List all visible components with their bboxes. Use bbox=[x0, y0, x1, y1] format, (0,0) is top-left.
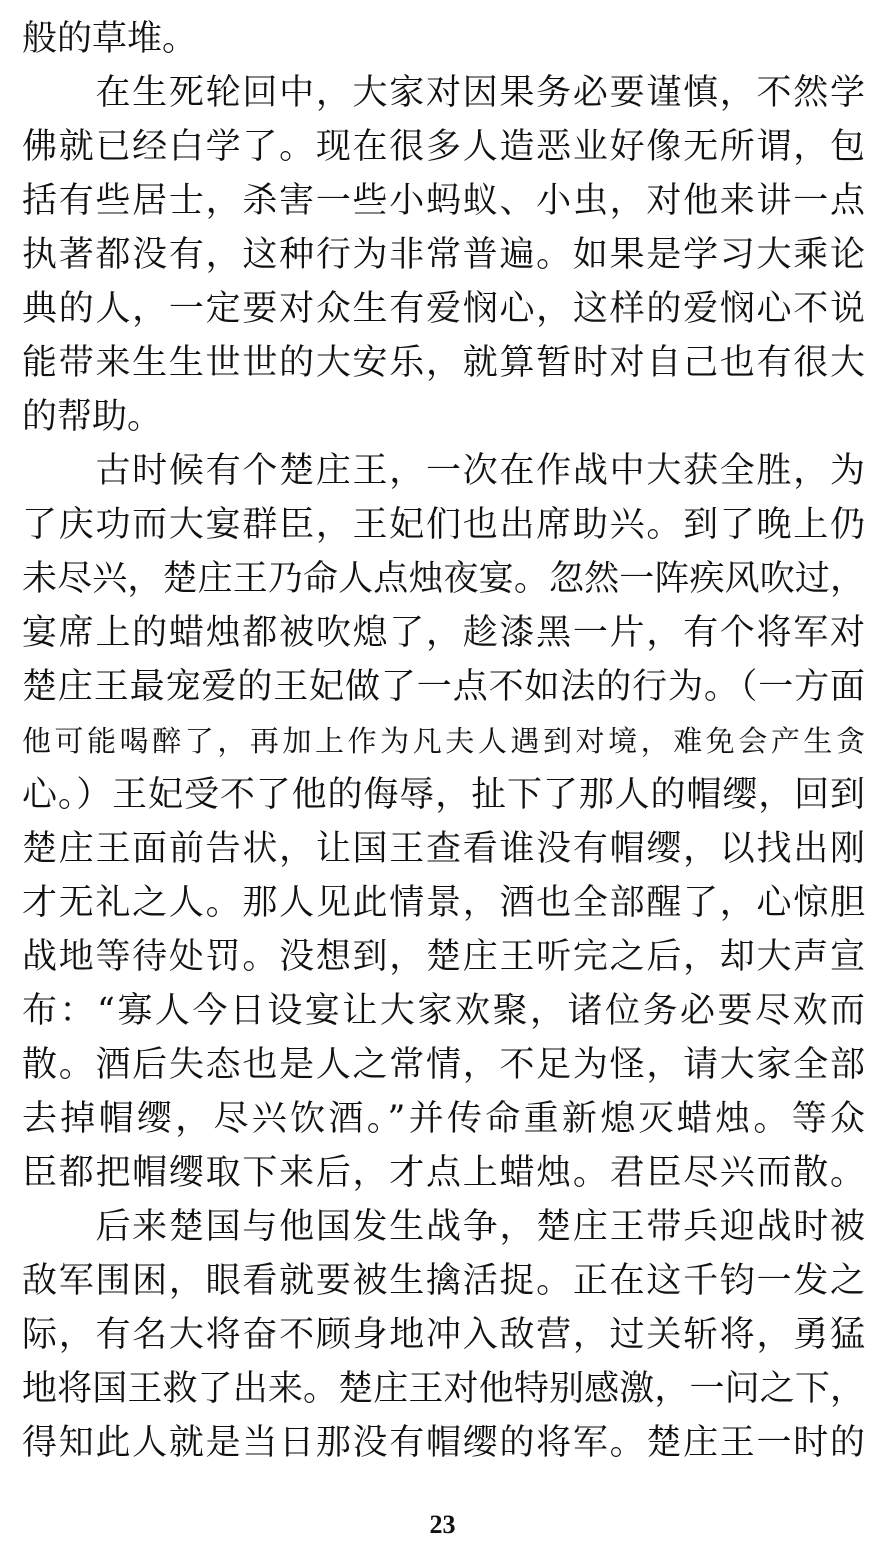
text-line: 战地等待处罚。没想到，楚庄王听完之后，却大声宣 bbox=[22, 937, 865, 977]
text-line: 际，有名大将奋不顾身地冲入敌营，过关斩将，勇猛 bbox=[22, 1315, 865, 1355]
text-line: 散。酒后失态也是人之常情，不足为怪，请大家全部 bbox=[22, 1045, 865, 1085]
text-line: 才无礼之人。那人见此情景，酒也全部醒了，心惊胆 bbox=[22, 883, 865, 923]
text-line: 典的人，一定要对众生有爱悯心，这样的爱悯心不说 bbox=[22, 289, 865, 329]
text-line: 在生死轮回中，大家对因果务必要谨慎，不然学 bbox=[22, 73, 865, 113]
text-line: 执著都没有，这种行为非常普遍。如果是学习大乘论 bbox=[22, 235, 865, 275]
text-line: 的帮助。 bbox=[22, 397, 163, 437]
text-line: 佛就已经白学了。现在很多人造恶业好像无所谓，包 bbox=[22, 127, 865, 167]
text-line: 括有些居士，杀害一些小蚂蚁、小虫，对他来讲一点 bbox=[22, 181, 865, 221]
text-line: 了庆功而大宴群臣，王妃们也出席助兴。到了晚上仍 bbox=[22, 505, 865, 545]
text-line: 能带来生生世世的大安乐，就算暂时对自己也有很大 bbox=[22, 343, 865, 383]
text-line: 古时候有个楚庄王，一次在作战中大获全胜，为 bbox=[22, 451, 865, 491]
text-line: 敌军围困，眼看就要被生擒活捉。正在这千钧一发之 bbox=[22, 1261, 865, 1301]
text-line-note: 他可能喝醉了，再加上作为凡夫人遇到对境，难免会产生贪 bbox=[22, 724, 865, 758]
text-line: 得知此人就是当日那没有帽缨的将军。楚庄王一时的 bbox=[22, 1423, 865, 1463]
text-line: 地将国王救了出来。楚庄王对他特别感激，一问之下， bbox=[22, 1369, 865, 1409]
text-line: 去掉帽缨，尽兴饮酒。”并传命重新熄灭蜡烛。等众 bbox=[22, 1099, 865, 1139]
text-line: 布：“寡人今日设宴让大家欢聚，诸位务必要尽欢而 bbox=[22, 991, 865, 1031]
text-line: 楚庄王面前告状，让国王查看谁没有帽缨，以找出刚 bbox=[22, 829, 865, 869]
text-line: 后来楚国与他国发生战争，楚庄王带兵迎战时被 bbox=[22, 1207, 865, 1247]
text-line: 般的草堆。 bbox=[22, 19, 198, 59]
text-line: 心。）王妃受不了他的侮辱，扯下了那人的帽缨，回到 bbox=[22, 775, 865, 815]
text-line: 楚庄王最宠爱的王妃做了一点不如法的行为。（一方面 bbox=[22, 667, 865, 707]
page-number: 23 bbox=[429, 1510, 456, 1539]
text-line: 宴席上的蜡烛都被吹熄了，趁漆黑一片，有个将军对 bbox=[22, 613, 865, 653]
text-line: 臣都把帽缨取下来后，才点上蜡烛。君臣尽兴而散。 bbox=[22, 1153, 865, 1193]
text-line: 未尽兴，楚庄王乃命人点烛夜宴。忽然一阵疾风吹过， bbox=[22, 559, 865, 599]
